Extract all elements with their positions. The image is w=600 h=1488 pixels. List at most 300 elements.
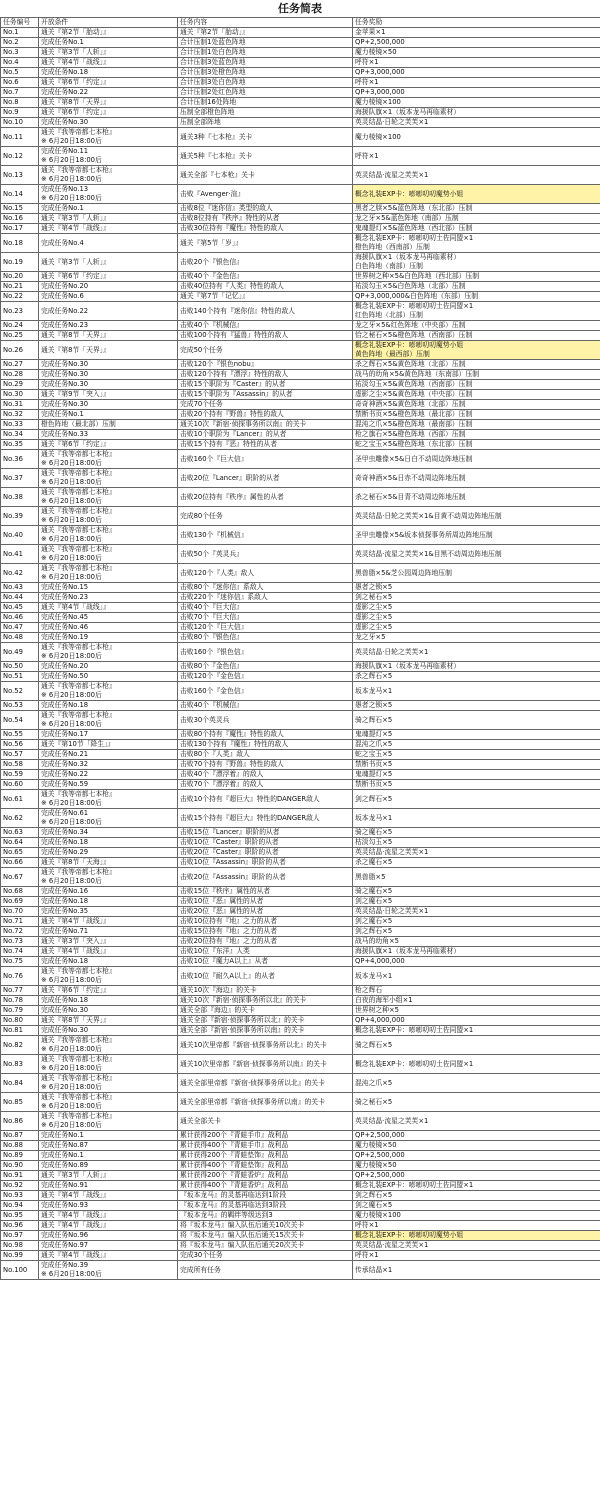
cell-line: ※ 6月20日18:00后 — [41, 652, 102, 660]
table-row — [1, 1261, 600, 1280]
cell-quest-no — [1, 740, 39, 750]
cell-line: No.28 — [3, 370, 23, 378]
cell-line: 完成任务No.30 — [41, 400, 89, 408]
cell-quest-reward — [353, 128, 600, 147]
cell-quest-content — [178, 234, 353, 253]
cell-line: No.36 — [3, 454, 23, 463]
cell-quest-no — [1, 28, 39, 38]
cell-line: No.41 — [3, 549, 23, 558]
cell-line: No.61 — [3, 794, 23, 803]
cell-line: 累计获得400个『青蛙手巾』战利品 — [180, 1141, 289, 1149]
cell-line: No.29 — [3, 380, 23, 388]
cell-line: No.42 — [3, 568, 23, 577]
table-row — [1, 848, 600, 858]
cell-open-condition — [39, 166, 178, 185]
cell-quest-no — [1, 701, 39, 711]
cell-line: No.48 — [3, 633, 23, 641]
cell-quest-content — [178, 828, 353, 838]
cell-line: 击败40个『漂浮着』的敌人 — [180, 770, 264, 778]
cell-quest-no — [1, 917, 39, 927]
table-row — [1, 360, 600, 370]
cell-line: 击败10位『Assassin』职阶的从者 — [180, 858, 286, 866]
cell-line: No.68 — [3, 887, 23, 895]
cell-quest-no — [1, 38, 39, 48]
cell-line: No.88 — [3, 1141, 23, 1149]
table-row — [1, 1231, 600, 1241]
cell-open-condition — [39, 370, 178, 380]
cell-line: 击败10位持有『地』之力的从者 — [180, 917, 278, 925]
cell-line: 红色阵地（北部）压制 — [355, 311, 423, 319]
cell-line: No.52 — [3, 686, 23, 695]
cell-quest-reward — [353, 204, 600, 214]
cell-quest-content — [178, 1211, 353, 1221]
cell-quest-content — [178, 526, 353, 545]
cell-quest-content — [178, 907, 353, 917]
table-row — [1, 887, 600, 897]
cell-line: 击败80个『银色信』 — [180, 633, 244, 641]
cell-quest-content — [178, 224, 353, 234]
cell-quest-content — [178, 360, 353, 370]
cell-line: No.90 — [3, 1161, 23, 1169]
cell-quest-no — [1, 643, 39, 662]
cell-line: 通关3种『七本枪』关卡 — [180, 132, 253, 141]
cell-quest-reward — [353, 848, 600, 858]
table-row — [1, 78, 600, 88]
cell-quest-reward — [353, 1241, 600, 1251]
cell-line: 完成任务No.30 — [41, 360, 89, 368]
cell-quest-reward — [353, 1141, 600, 1151]
cell-line: 完成任务No.18 — [41, 996, 89, 1004]
cell-line: 击败8位『迷你信』类型的敌人 — [180, 204, 273, 212]
cell-quest-reward — [353, 118, 600, 128]
cell-line: No.9 — [3, 108, 19, 116]
cell-line: 击败120个『巨大信』 — [180, 623, 248, 631]
cell-line: 通关『第4节「战线」』 — [41, 1251, 110, 1259]
cell-line: 完成任务No.96 — [41, 1231, 89, 1239]
cell-quest-content — [178, 253, 353, 272]
cell-line: 击败15位『秩序』属性的从者 — [180, 887, 271, 895]
cell-quest-reward — [353, 1191, 600, 1201]
cell-line: 蛇之宝玉×5&橙色阵地（东北部）压制 — [355, 440, 473, 448]
cell-quest-reward — [353, 108, 600, 118]
cell-line: 完成任务No.32 — [41, 760, 89, 768]
cell-line: 概念礼装EXP卡：嘭嘭叨叨土佐同盟×1 — [355, 1059, 474, 1068]
cell-open-condition — [39, 682, 178, 701]
table-row — [1, 1251, 600, 1261]
cell-quest-content — [178, 986, 353, 996]
cell-open-condition — [39, 897, 178, 907]
cell-open-condition — [39, 1131, 178, 1141]
table-row — [1, 868, 600, 887]
cell-line: 概念礼装EXP卡：嘭嘭叨叨土佐同盟×1 — [355, 1181, 474, 1189]
table-row — [1, 809, 600, 828]
cell-line: 合计压制3处蓝色阵地 — [180, 58, 246, 66]
table-row — [1, 390, 600, 400]
cell-line: 杀之辉石×5 — [355, 672, 393, 680]
cell-line: 杀之秘石×5&目青不动周边阵地压制 — [355, 492, 466, 501]
cell-quest-no — [1, 1131, 39, 1141]
cell-quest-no — [1, 507, 39, 526]
cell-line: 英灵结晶·日轮之芙芙×1 — [355, 907, 429, 915]
cell-quest-no — [1, 780, 39, 790]
table-row — [1, 780, 600, 790]
cell-quest-no — [1, 1026, 39, 1036]
cell-line: 杀之魔石×5 — [355, 858, 393, 866]
table-row — [1, 790, 600, 809]
cell-quest-no — [1, 633, 39, 643]
cell-line: 通关全部『新宿·侦探事务所以南』的关卡 — [180, 1026, 305, 1034]
cell-quest-content — [178, 740, 353, 750]
cell-line: 通关『第6节「约定」』 — [41, 78, 110, 86]
table-row — [1, 828, 600, 838]
cell-quest-reward — [353, 917, 600, 927]
table-row — [1, 927, 600, 937]
cell-line: No.21 — [3, 282, 23, 290]
cell-line: 世界树之种×5 — [355, 1006, 400, 1014]
cell-line: 通关10次『新宿·侦探事务所以北』的关卡 — [180, 996, 307, 1004]
table-row — [1, 564, 600, 583]
cell-line: 击败80个『迷你信』系敌人 — [180, 583, 264, 591]
cell-quest-reward — [353, 809, 600, 828]
cell-quest-no — [1, 730, 39, 740]
cell-quest-no — [1, 58, 39, 68]
table-row — [1, 118, 600, 128]
cell-line: No.92 — [3, 1181, 23, 1189]
cell-quest-reward — [353, 214, 600, 224]
cell-quest-reward — [353, 750, 600, 760]
cell-quest-content — [178, 662, 353, 672]
cell-quest-no — [1, 390, 39, 400]
cell-line: ※ 6月20日18:00后 — [41, 1102, 102, 1110]
cell-open-condition — [39, 360, 178, 370]
cell-line: QP+3,000,000 — [355, 68, 405, 76]
table-row — [1, 740, 600, 750]
cell-quest-content — [178, 682, 353, 701]
cell-line: No.40 — [3, 530, 23, 539]
table-row — [1, 701, 600, 711]
cell-line: QP+3,000,000&白色阵地（东部）压制 — [355, 292, 479, 300]
table-row — [1, 1112, 600, 1131]
cell-line: 黄色阵地（最西部）压制 — [355, 350, 430, 358]
cell-line: No.6 — [3, 78, 19, 86]
cell-line: 剑之秘石×5 — [355, 593, 393, 601]
cell-line: 通关『第3节「人斩」』 — [41, 214, 110, 222]
cell-open-condition — [39, 507, 178, 526]
cell-open-condition — [39, 711, 178, 730]
cell-line: 合计压制1处蓝色阵地 — [180, 38, 246, 46]
cell-line: 将『坂本龙马』编入队伍后通关15次关卡 — [180, 1231, 305, 1239]
cell-line: 将『坂本龙马』编入队伍后通关10次关卡 — [180, 1221, 305, 1229]
cell-quest-content — [178, 701, 353, 711]
cell-line: 通关10次里帝都『新宿·侦探事务所以南』的关卡 — [180, 1059, 327, 1068]
cell-line: 通关全部里帝都『新宿·侦探事务所以北』的关卡 — [180, 1078, 325, 1087]
table-row — [1, 98, 600, 108]
cell-open-condition — [39, 1261, 178, 1280]
table-row — [1, 593, 600, 603]
cell-open-condition — [39, 1191, 178, 1201]
cell-line: 通关『第4节「战线」』 — [41, 1191, 110, 1199]
cell-quest-no — [1, 967, 39, 986]
quest-table — [0, 17, 600, 1280]
cell-line: 鬼魂提灯×5&蓝色阵地（西北部）压制 — [355, 224, 473, 232]
cell-line: 通关『我等帝都七本枪』 — [41, 564, 116, 572]
cell-quest-content — [178, 633, 353, 643]
cell-line: 将『坂本龙马』编入队伍后通关20次关卡 — [180, 1241, 305, 1249]
cell-line: No.75 — [3, 957, 23, 965]
cell-line: 英灵结晶·流星之芙芙×1&目黑不动周边阵地压制 — [355, 549, 502, 558]
cell-open-condition — [39, 996, 178, 1006]
cell-line: 剑之魔石×5 — [355, 897, 393, 905]
cell-quest-content — [178, 1161, 353, 1171]
cell-quest-reward — [353, 662, 600, 672]
cell-line: 通关『第4节「战线」』 — [41, 1221, 110, 1229]
cell-line: ※ 6月20日18:00后 — [41, 976, 102, 984]
cell-open-condition — [39, 420, 178, 430]
table-row — [1, 204, 600, 214]
cell-quest-no — [1, 1055, 39, 1074]
cell-line: ※ 6月20日18:00后 — [41, 156, 102, 164]
table-row — [1, 469, 600, 488]
cell-quest-content — [178, 380, 353, 390]
cell-line: No.78 — [3, 996, 23, 1004]
cell-line: 击败10位『魔力A以上』从者 — [180, 957, 269, 965]
cell-quest-no — [1, 1241, 39, 1251]
cell-line: ※ 6月20日18:00后 — [41, 1045, 102, 1053]
cell-line: 愚者之锁×5 — [355, 583, 393, 591]
cell-line: 通关『我等帝都七本枪』 — [41, 1093, 116, 1101]
cell-line: 击败100个持有『猛兽』特性的敌人 — [180, 331, 289, 339]
cell-line: 呼符×1 — [355, 58, 379, 66]
cell-line: 呼符×1 — [355, 1221, 379, 1229]
cell-quest-reward — [353, 98, 600, 108]
cell-line: No.64 — [3, 838, 23, 846]
cell-open-condition — [39, 917, 178, 927]
cell-open-condition — [39, 770, 178, 780]
table-row — [1, 147, 600, 166]
cell-line: No.8 — [3, 98, 19, 106]
cell-line: 击败130个『机械信』 — [180, 530, 248, 539]
cell-quest-content — [178, 887, 353, 897]
cell-line: 剑之魔石×5 — [355, 1201, 393, 1209]
cell-line: 击败20个『银色信』 — [180, 257, 244, 266]
cell-line: 通关『我等帝都七本枪』 — [41, 643, 116, 651]
cell-line: No.32 — [3, 410, 23, 418]
cell-quest-content — [178, 390, 353, 400]
table-row — [1, 380, 600, 390]
table-row — [1, 410, 600, 420]
page-title: 任务简表 — [278, 2, 322, 15]
cell-quest-reward — [353, 672, 600, 682]
cell-quest-no — [1, 1261, 39, 1280]
cell-line: 愚者之锁×5 — [355, 701, 393, 709]
cell-line: 累计获得400个『青蛙垫饰』战利品 — [180, 1161, 289, 1169]
cell-line: 完成任务No.18 — [41, 701, 89, 709]
cell-quest-no — [1, 858, 39, 868]
cell-line: 龙之牙×5&蓝色阵地（南部）压制 — [355, 214, 459, 222]
cell-quest-no — [1, 662, 39, 672]
cell-open-condition — [39, 440, 178, 450]
cell-line: 完成任务No.18 — [41, 68, 89, 76]
cell-line: 通关『我等帝都七本枪』 — [41, 166, 116, 174]
cell-quest-reward — [353, 838, 600, 848]
cell-open-condition — [39, 957, 178, 967]
cell-line: 完成任务No.23 — [41, 321, 89, 329]
cell-quest-reward — [353, 701, 600, 711]
cell-open-condition — [39, 400, 178, 410]
cell-quest-reward — [353, 507, 600, 526]
cell-quest-content — [178, 730, 353, 740]
cell-quest-reward — [353, 623, 600, 633]
cell-quest-reward — [353, 730, 600, 740]
cell-line: 完成任务No.21 — [41, 750, 89, 758]
cell-quest-no — [1, 118, 39, 128]
cell-line: No.20 — [3, 272, 23, 280]
cell-line: 完成任务No.30 — [41, 1006, 89, 1014]
table-row — [1, 214, 600, 224]
cell-quest-no — [1, 613, 39, 623]
cell-line: 呼符×1 — [355, 78, 379, 86]
cell-line: 合计压制1处白色阵地 — [180, 48, 246, 56]
cell-line: No.97 — [3, 1231, 23, 1239]
cell-line: No.58 — [3, 760, 23, 768]
cell-quest-reward — [353, 1211, 600, 1221]
cell-line: 击败160个『巨大信』 — [180, 454, 248, 463]
cell-line: No.76 — [3, 971, 23, 980]
cell-line: ※ 6月20日18:00后 — [41, 1270, 102, 1278]
cell-quest-reward — [353, 68, 600, 78]
cell-line: 『坂本龙马』的灵基再临达到3阶段 — [180, 1201, 287, 1209]
cell-quest-reward — [353, 986, 600, 996]
table-row — [1, 1241, 600, 1251]
cell-open-condition — [39, 662, 178, 672]
cell-quest-content — [178, 166, 353, 185]
cell-quest-content — [178, 917, 353, 927]
cell-line: 击败30个英灵兵 — [180, 715, 230, 724]
cell-open-condition — [39, 947, 178, 957]
table-row — [1, 1074, 600, 1093]
cell-quest-content — [178, 1151, 353, 1161]
cell-quest-no — [1, 68, 39, 78]
cell-quest-no — [1, 1171, 39, 1181]
cell-quest-no — [1, 147, 39, 166]
cell-quest-reward — [353, 302, 600, 321]
cell-open-condition — [39, 380, 178, 390]
cell-quest-no — [1, 98, 39, 108]
table-row — [1, 907, 600, 917]
cell-line: 通关『第7节「记忆」』 — [180, 292, 249, 300]
cell-open-condition — [39, 1006, 178, 1016]
cell-line: 枪之辉石 — [355, 986, 383, 994]
cell-line: No.17 — [3, 224, 23, 232]
cell-quest-no — [1, 234, 39, 253]
cell-line: 完成任务No.1 — [41, 1151, 84, 1159]
table-row — [1, 253, 600, 272]
cell-line: 枪之旗石×5&橙色阵地（西部）压制 — [355, 430, 466, 438]
cell-quest-reward — [353, 380, 600, 390]
cell-quest-reward — [353, 1151, 600, 1161]
cell-line: No.55 — [3, 730, 23, 738]
cell-quest-no — [1, 1036, 39, 1055]
cell-line: 通关『第6节「约定」』 — [41, 108, 110, 116]
cell-line: 完成任务No.6 — [41, 292, 84, 300]
cell-quest-no — [1, 488, 39, 507]
cell-quest-no — [1, 682, 39, 701]
cell-quest-no — [1, 282, 39, 292]
cell-open-condition — [39, 701, 178, 711]
cell-open-condition — [39, 1026, 178, 1036]
cell-quest-reward — [353, 360, 600, 370]
cell-line: 混沌之爪×5 — [355, 740, 393, 748]
cell-line: 英灵结晶·日轮之芙芙×1 — [355, 647, 429, 656]
cell-quest-no — [1, 526, 39, 545]
cell-quest-content — [178, 613, 353, 623]
header-open-condition: 开放条件 — [39, 18, 178, 28]
cell-line: No.27 — [3, 360, 23, 368]
cell-quest-content — [178, 1026, 353, 1036]
cell-quest-content — [178, 603, 353, 613]
cell-quest-no — [1, 828, 39, 838]
cell-line: No.39 — [3, 511, 23, 520]
cell-open-condition — [39, 564, 178, 583]
cell-quest-no — [1, 760, 39, 770]
table-row — [1, 672, 600, 682]
cell-quest-no — [1, 957, 39, 967]
cell-quest-no — [1, 185, 39, 204]
cell-quest-reward — [353, 390, 600, 400]
cell-open-condition — [39, 430, 178, 440]
cell-quest-no — [1, 672, 39, 682]
cell-quest-reward — [353, 897, 600, 907]
cell-line: 通关『我等帝都七本枪』 — [41, 488, 116, 496]
cell-line: 海援队旗×1（坂本龙马再临素材） — [355, 662, 461, 670]
cell-line: 通关『我等帝都七本枪』 — [41, 967, 116, 975]
cell-line: 击败80个『人类』敌人 — [180, 750, 250, 758]
cell-line: 呼符×1 — [355, 151, 379, 160]
cell-quest-reward — [353, 828, 600, 838]
cell-line: 完成任务No.4 — [41, 238, 84, 247]
cell-open-condition — [39, 1171, 178, 1181]
cell-quest-no — [1, 302, 39, 321]
cell-quest-reward — [353, 166, 600, 185]
cell-line: No.1 — [3, 28, 19, 36]
cell-quest-no — [1, 996, 39, 1006]
cell-open-condition — [39, 1074, 178, 1093]
cell-quest-no — [1, 986, 39, 996]
cell-line: 通关『我等帝都七本枪』 — [41, 868, 116, 876]
cell-line: No.89 — [3, 1151, 23, 1159]
cell-open-condition — [39, 937, 178, 947]
cell-quest-no — [1, 1221, 39, 1231]
cell-line: No.84 — [3, 1078, 23, 1087]
cell-line: No.53 — [3, 701, 23, 709]
cell-line: No.71 — [3, 917, 23, 925]
cell-line: 完成80个任务 — [180, 511, 223, 520]
cell-quest-reward — [353, 321, 600, 331]
table-row — [1, 420, 600, 430]
cell-line: 通关『第4节「战线」』 — [41, 947, 110, 955]
cell-line: 击败15位『Lancer』职阶的从者 — [180, 828, 280, 836]
table-row — [1, 545, 600, 564]
cell-line: 通关『我等帝都七本枪』 — [41, 545, 116, 553]
cell-open-condition — [39, 593, 178, 603]
cell-line: 合计压制3处白色阵地 — [180, 78, 246, 86]
cell-line: 完成任务No.35 — [41, 907, 89, 915]
cell-line: 骑之秘石×5 — [355, 1097, 393, 1106]
cell-line: No.2 — [3, 38, 19, 46]
cell-line: No.77 — [3, 986, 23, 994]
cell-quest-content — [178, 128, 353, 147]
cell-line: ※ 6月20日18:00后 — [41, 1083, 102, 1091]
